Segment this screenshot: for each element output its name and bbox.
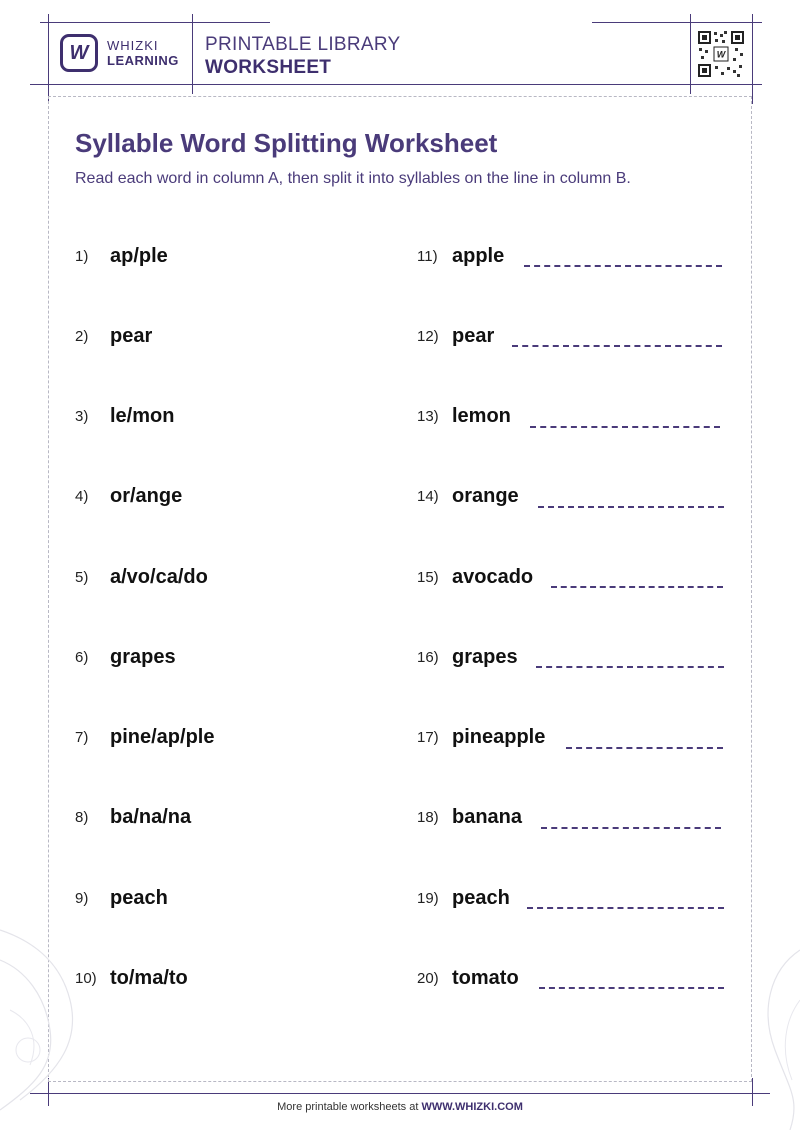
answer-line[interactable] bbox=[536, 666, 724, 668]
practice-word: orange bbox=[452, 485, 519, 507]
brand-name-line2: LEARNING bbox=[107, 53, 179, 68]
practice-word: grapes bbox=[452, 646, 518, 668]
header-top-rule-right bbox=[592, 22, 762, 23]
header-divider-qr bbox=[690, 14, 691, 94]
answer-line[interactable] bbox=[527, 907, 724, 909]
practice-word: pear bbox=[452, 325, 495, 347]
practice-word: avocado bbox=[452, 566, 534, 588]
split-word: peach bbox=[110, 887, 168, 909]
item-number: 11) bbox=[417, 248, 438, 265]
header-library-label: PRINTABLE LIBRARY bbox=[205, 34, 401, 55]
item-number: 15) bbox=[417, 569, 439, 586]
item-number: 16) bbox=[417, 649, 439, 666]
header-worksheet-label: WORKSHEET bbox=[205, 57, 332, 78]
brand-name-line1: WHIZKI bbox=[107, 38, 159, 53]
answer-line[interactable] bbox=[538, 506, 724, 508]
qr-code-icon bbox=[697, 30, 745, 78]
header-divider-left bbox=[48, 14, 49, 104]
header-divider-brand bbox=[192, 14, 193, 94]
item-number: 14) bbox=[417, 488, 439, 505]
item-number: 2) bbox=[75, 328, 89, 345]
item-number: 8) bbox=[75, 809, 89, 826]
item-number: 17) bbox=[417, 729, 439, 746]
item-number: 6) bbox=[75, 649, 89, 666]
practice-word: pineapple bbox=[452, 726, 546, 748]
item-number: 12) bbox=[417, 328, 439, 345]
footer-rule bbox=[30, 1093, 770, 1094]
split-word: pear bbox=[110, 325, 153, 347]
practice-word: peach bbox=[452, 887, 510, 909]
brand-logo-letter: W bbox=[69, 41, 89, 64]
item-number: 13) bbox=[417, 408, 439, 425]
split-word: le/mon bbox=[110, 405, 175, 427]
footer-text bbox=[0, 1101, 800, 1113]
decorative-sketch-illustration bbox=[0, 900, 110, 1132]
practice-word: tomato bbox=[452, 967, 519, 989]
brand-logo bbox=[60, 34, 98, 72]
answer-line[interactable] bbox=[566, 747, 723, 749]
item-number: 20) bbox=[417, 970, 439, 987]
item-number: 18) bbox=[417, 809, 439, 826]
answer-line[interactable] bbox=[539, 987, 724, 989]
worksheet-title: Syllable Word Splitting Worksheet bbox=[75, 128, 498, 158]
header-top-rule-left bbox=[40, 22, 270, 23]
item-number: 1) bbox=[75, 248, 89, 265]
split-word: ap/ple bbox=[110, 245, 168, 267]
worksheet-border bbox=[48, 96, 752, 1082]
practice-word: banana bbox=[452, 806, 523, 828]
practice-word: apple bbox=[452, 245, 505, 267]
qr-code-label: W bbox=[716, 49, 726, 60]
answer-line[interactable] bbox=[524, 265, 722, 267]
split-word: to/ma/to bbox=[110, 967, 188, 989]
item-number: 19) bbox=[417, 890, 439, 907]
answer-line[interactable] bbox=[530, 426, 720, 428]
item-number: 7) bbox=[75, 729, 89, 746]
item-number: 9) bbox=[75, 890, 89, 907]
decorative-sketch-illustration-right bbox=[730, 930, 800, 1130]
practice-word: lemon bbox=[452, 405, 511, 427]
header-divider-right bbox=[752, 14, 753, 104]
answer-line[interactable] bbox=[541, 827, 721, 829]
split-word: ba/na/na bbox=[110, 806, 192, 828]
item-number: 4) bbox=[75, 488, 89, 505]
split-word: a/vo/ca/do bbox=[110, 566, 208, 588]
header-bottom-rule bbox=[30, 84, 762, 85]
footer-link[interactable]: WWW.WHIZKI.COM bbox=[421, 1101, 523, 1113]
worksheet-instructions: Read each word in column A, then split it into syllables on the line in column B. bbox=[75, 170, 631, 187]
split-word: grapes bbox=[110, 646, 176, 668]
split-word: pine/ap/ple bbox=[110, 726, 215, 748]
footer-prefix: More printable worksheets at bbox=[277, 1101, 419, 1113]
split-word: or/ange bbox=[110, 485, 183, 507]
item-number: 5) bbox=[75, 569, 89, 586]
answer-line[interactable] bbox=[512, 345, 722, 347]
item-number: 3) bbox=[75, 408, 89, 425]
item-number: 10) bbox=[75, 970, 97, 987]
answer-line[interactable] bbox=[551, 586, 723, 588]
